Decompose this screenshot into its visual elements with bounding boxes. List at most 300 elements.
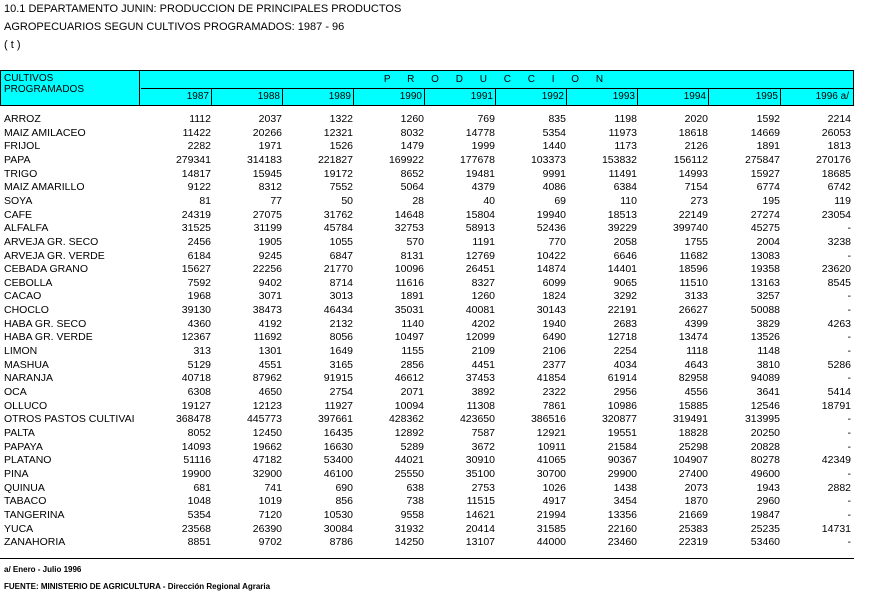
production-value-cell: 22319 [678, 536, 708, 549]
production-value-cell: 368478 [175, 413, 211, 426]
production-value-cell: 6742 [827, 181, 851, 194]
production-value-cell: 14250 [394, 536, 424, 549]
crop-name-cell: ZANAHORIA [4, 536, 66, 549]
year-header-cell: 1993 [566, 89, 639, 105]
production-value-cell: 13356 [607, 508, 637, 521]
production-value-cell: 2109 [471, 345, 495, 358]
production-value-cell: 22149 [678, 208, 708, 221]
production-value-cell: 15927 [750, 167, 780, 180]
table-row [0, 250, 877, 263]
year-header-cell: 1990 [353, 89, 426, 105]
production-value-cell: 40 [483, 194, 495, 207]
production-value-cell: 2073 [684, 481, 708, 494]
crop-name-cell: PAPA [4, 153, 31, 166]
production-value-cell: 14648 [394, 208, 424, 221]
production-value-cell: 18791 [821, 399, 851, 412]
production-value-cell: 51116 [183, 454, 211, 467]
production-value-cell: 690 [335, 481, 353, 494]
production-value-cell: - [847, 249, 851, 262]
production-value-cell: 313 [193, 345, 211, 358]
production-value-cell: - [847, 222, 851, 235]
production-value-cell: 25298 [678, 440, 708, 453]
table-row [0, 277, 877, 290]
production-value-cell: 8786 [329, 536, 353, 549]
production-value-cell: - [847, 331, 851, 344]
production-value-cell: 6490 [542, 331, 566, 344]
production-value-cell: 2856 [400, 358, 424, 371]
production-value-cell: - [847, 426, 851, 439]
production-value-cell: 49600 [750, 467, 780, 480]
production-value-cell: 9065 [613, 276, 637, 289]
production-value-cell: 1813 [827, 140, 851, 153]
production-value-cell: 10422 [536, 249, 566, 262]
production-value-cell: 9402 [258, 276, 282, 289]
production-value-cell: 7154 [684, 181, 708, 194]
production-value-cell: 14778 [465, 126, 495, 139]
crop-name-cell: PALTA [4, 426, 35, 439]
production-value-cell: 19900 [181, 467, 211, 480]
production-value-cell: 26053 [821, 126, 851, 139]
production-value-cell: 19172 [323, 167, 353, 180]
production-value-cell: 11927 [324, 399, 353, 412]
production-value-cell: 4551 [258, 358, 282, 371]
production-value-cell: 2058 [613, 235, 637, 248]
production-value-cell: 11692 [253, 331, 282, 344]
production-value-cell: 2322 [542, 386, 566, 398]
production-value-cell: 2132 [329, 317, 353, 330]
production-value-cell: 1191 [472, 235, 495, 248]
production-value-cell: 22191 [607, 304, 637, 317]
production-value-cell: 1755 [684, 235, 708, 248]
production-value-cell: 638 [406, 481, 424, 494]
production-value-cell: 319491 [672, 413, 708, 426]
table-row [0, 113, 877, 126]
production-value-cell: 25550 [394, 467, 424, 480]
year-header-cell: 1991 [424, 89, 497, 105]
production-value-cell: 6384 [613, 181, 637, 194]
production-value-cell: 12921 [536, 426, 566, 439]
production-value-cell: 16630 [323, 440, 353, 453]
production-value-cell: 8327 [471, 276, 495, 289]
production-value-cell: 14093 [181, 440, 211, 453]
production-value-cell: 46434 [323, 304, 353, 317]
production-value-cell: 1943 [756, 481, 780, 494]
year-header-cell: 1996 a/ [780, 89, 853, 105]
production-value-cell: 18618 [678, 126, 708, 139]
production-value-cell: 13526 [750, 331, 780, 344]
production-value-cell: 10530 [323, 508, 353, 521]
production-value-cell: 9702 [258, 536, 282, 549]
year-header-cell: 1995 [708, 89, 782, 105]
production-value-cell: 195 [762, 194, 780, 207]
production-value-cell: 1155 [401, 345, 424, 358]
production-value-cell: 27274 [750, 208, 780, 221]
production-value-cell: 314183 [246, 153, 282, 166]
table-row [0, 413, 877, 426]
production-value-cell: 3641 [756, 386, 780, 398]
crop-name-cell: CEBOLLA [4, 276, 53, 289]
production-value-cell: 153832 [601, 153, 637, 166]
production-value-cell: 856 [335, 495, 353, 508]
crop-name-cell: OCA [4, 386, 27, 398]
crop-name-cell: NARANJA [4, 372, 54, 385]
production-value-cell: 1260 [400, 113, 424, 125]
production-value-cell: 41065 [536, 454, 566, 467]
production-value-cell: 18828 [678, 426, 708, 439]
production-value-cell: 10096 [394, 263, 424, 276]
production-value-cell: 119 [834, 194, 851, 207]
production-value-cell: 4556 [684, 386, 708, 398]
production-value-cell: 23568 [181, 522, 211, 535]
production-value-cell: 3013 [329, 290, 353, 303]
production-value-cell: 14817 [181, 167, 211, 180]
production-value-cell: 12450 [252, 426, 282, 439]
production-value-cell: 29900 [607, 467, 637, 480]
production-value-cell: 52436 [536, 222, 566, 235]
production-value-cell: 7552 [329, 181, 353, 194]
production-value-cell: 5289 [400, 440, 424, 453]
production-value-cell: 2683 [613, 317, 637, 330]
production-value-cell: 2106 [542, 345, 566, 358]
crop-name-cell: OTROS PASTOS CULTIVAI [4, 413, 135, 426]
crop-name-cell: LIMON [4, 345, 38, 358]
crop-name-cell: MASHUA [4, 358, 49, 371]
production-value-cell: 9245 [258, 249, 282, 262]
production-value-cell: 156112 [673, 153, 708, 166]
crop-name-cell: TABACO [4, 495, 47, 508]
production-value-cell: 10497 [394, 331, 424, 344]
production-value-cell: 26627 [678, 304, 708, 317]
production-value-cell: 275847 [744, 153, 780, 166]
production-value-cell: 9122 [187, 181, 211, 194]
production-value-cell: 20250 [750, 426, 780, 439]
production-value-cell: 2753 [471, 481, 495, 494]
production-value-cell: - [847, 304, 851, 317]
crop-name-cell: ARVEJA GR. VERDE [4, 249, 105, 262]
footer-divider [0, 558, 854, 559]
crop-name-cell: MAIZ AMILACEO [4, 126, 86, 139]
production-value-cell: 10986 [607, 399, 637, 412]
production-value-cell: 5414 [827, 386, 851, 398]
production-value-cell: 11510 [679, 276, 708, 289]
production-value-cell: 1968 [187, 290, 211, 303]
production-value-cell: 6308 [187, 386, 211, 398]
table-row [0, 263, 877, 276]
production-value-cell: 8652 [400, 167, 424, 180]
production-value-cell: 397661 [317, 413, 353, 426]
footnote-a: a/ Enero - Julio 1996 [4, 565, 82, 574]
production-value-cell: 18596 [678, 263, 708, 276]
production-value-cell: 94089 [750, 372, 780, 385]
production-value-cell: 1438 [613, 481, 637, 494]
production-value-cell: 6646 [613, 249, 637, 262]
production-value-cell: 40081 [465, 304, 495, 317]
production-value-cell: 23460 [607, 536, 637, 549]
production-value-cell: 53400 [323, 454, 353, 467]
production-value-cell: 1479 [400, 140, 424, 153]
production-value-cell: 22256 [252, 263, 282, 276]
production-value-cell: - [847, 372, 851, 385]
production-value-cell: 445773 [246, 413, 282, 426]
production-value-cell: 6099 [542, 276, 566, 289]
production-value-cell: 50088 [750, 304, 780, 317]
production-value-cell: 9991 [542, 167, 566, 180]
production-value-cell: 1260 [471, 290, 495, 303]
table-row [0, 509, 877, 522]
table-row [0, 304, 877, 317]
crop-name-cell: ALFALFA [4, 222, 49, 235]
production-value-cell: 1940 [542, 317, 566, 330]
production-value-cell: 1198 [614, 113, 637, 125]
production-value-cell: 12321 [323, 126, 353, 139]
production-value-cell: 91915 [323, 372, 353, 385]
production-value-cell: 423650 [459, 413, 495, 426]
production-value-cell: 58913 [465, 222, 495, 235]
production-value-cell: 2754 [329, 386, 353, 398]
production-value-cell: 770 [548, 235, 566, 248]
production-value-cell: 22160 [607, 522, 637, 535]
production-value-cell: 14993 [678, 167, 708, 180]
production-value-cell: 31525 [181, 222, 211, 235]
production-value-cell: 1905 [258, 235, 282, 248]
table-row [0, 372, 877, 385]
production-value-cell: 12718 [607, 331, 637, 344]
production-value-cell: 8714 [329, 276, 353, 289]
production-value-cell: 14874 [536, 263, 566, 276]
production-value-cell: 1026 [542, 481, 566, 494]
production-value-cell: 19940 [536, 208, 566, 221]
production-value-cell: 44000 [536, 536, 566, 549]
production-value-cell: 45275 [750, 222, 780, 235]
production-value-cell: 221827 [317, 153, 353, 166]
production-value-cell: 3071 [258, 290, 282, 303]
year-header-cell: 1989 [282, 89, 355, 105]
production-value-cell: 2956 [613, 386, 637, 398]
production-value-cell: 38473 [252, 304, 282, 317]
crop-name-cell: PINA [4, 467, 29, 480]
crop-name-cell: CHOCLO [4, 304, 49, 317]
production-value-cell: 3238 [827, 235, 851, 248]
production-value-cell: 12099 [465, 331, 495, 344]
production-value-cell: 769 [477, 113, 495, 125]
production-value-cell: 46100 [323, 467, 353, 480]
production-value-cell: 13083 [750, 249, 780, 262]
production-value-cell: 19127 [181, 399, 211, 412]
production-value-cell: 35031 [394, 304, 424, 317]
production-value-cell: 11491 [608, 167, 637, 180]
production-value-cell: 4192 [258, 317, 282, 330]
crop-name-cell: FRIJOL [4, 140, 41, 153]
production-value-cell: 1870 [684, 495, 708, 508]
production-value-cell: 27075 [252, 208, 282, 221]
production-value-cell: - [847, 495, 851, 508]
production-value-cell: 3133 [684, 290, 708, 303]
crop-name-cell: PAPAYA [4, 440, 43, 453]
production-value-cell: 110 [620, 194, 637, 207]
production-value-cell: 23620 [821, 263, 851, 276]
table-row [0, 482, 877, 495]
crop-name-cell: SOYA [4, 194, 33, 207]
production-value-cell: 5354 [542, 126, 566, 139]
production-value-cell: 1055 [329, 235, 353, 248]
production-value-cell: 6184 [187, 249, 211, 262]
production-value-cell: 20266 [252, 126, 282, 139]
production-value-cell: 835 [548, 113, 566, 125]
production-value-cell: 1971 [258, 140, 282, 153]
production-value-cell: 11682 [679, 249, 708, 262]
production-value-cell: 31762 [323, 208, 353, 221]
production-value-cell: 27400 [678, 467, 708, 480]
production-value-cell: 39130 [181, 304, 211, 317]
production-value-cell: 81 [199, 194, 211, 207]
production-value-cell: 15804 [465, 208, 495, 221]
production-value-cell: 19662 [252, 440, 282, 453]
table-row [0, 468, 877, 481]
production-value-cell: 1440 [542, 140, 566, 153]
production-value-cell: 32900 [252, 467, 282, 480]
production-value-cell: 14401 [607, 263, 637, 276]
production-value-cell: 7592 [187, 276, 211, 289]
table-row [0, 427, 877, 440]
table-row [0, 441, 877, 454]
production-value-cell: 21994 [536, 508, 566, 521]
production-value-cell: 2126 [684, 140, 708, 153]
production-value-cell: 12546 [750, 399, 780, 412]
production-value-cell: 20828 [750, 440, 780, 453]
production-value-cell: 4650 [258, 386, 282, 398]
production-value-cell: 61914 [607, 372, 637, 385]
production-value-cell: 4451 [471, 358, 495, 371]
production-value-cell: 30143 [536, 304, 566, 317]
production-value-cell: 7587 [471, 426, 495, 439]
production-value-cell: 31199 [253, 222, 282, 235]
production-value-cell: 30910 [465, 454, 495, 467]
production-value-cell: 32753 [394, 222, 424, 235]
production-value-cell: 26451 [465, 263, 495, 276]
production-value-cell: 5129 [187, 358, 211, 371]
production-value-cell: 1112 [189, 113, 211, 125]
production-value-cell: 30700 [536, 467, 566, 480]
production-value-cell: 8131 [400, 249, 424, 262]
production-value-cell: 1118 [686, 345, 708, 358]
production-value-cell: 3454 [613, 495, 637, 508]
crop-name-cell: MAIZ AMARILLO [4, 181, 85, 194]
crop-name-cell: ARVEJA GR. SECO [4, 235, 99, 248]
production-value-cell: - [847, 345, 851, 358]
crop-name-cell: HABA GR. SECO [4, 317, 87, 330]
production-value-cell: 320877 [601, 413, 637, 426]
table-row [0, 386, 877, 399]
crop-name-cell: CEBADA GRANO [4, 263, 89, 276]
production-value-cell: 3829 [756, 317, 780, 330]
table-row [0, 318, 877, 331]
production-value-cell: 41854 [536, 372, 566, 385]
table-row [0, 195, 877, 208]
production-value-cell: 37453 [465, 372, 495, 385]
production-value-cell: 1824 [542, 290, 566, 303]
production-value-cell: 4917 [542, 495, 566, 508]
production-value-cell: 4034 [613, 358, 637, 371]
production-value-cell: 20414 [465, 522, 495, 535]
production-value-cell: 1999 [471, 140, 495, 153]
table-row [0, 222, 877, 235]
production-value-cell: 428362 [388, 413, 424, 426]
production-value-cell: 15945 [252, 167, 282, 180]
production-value-cell: 69 [554, 194, 566, 207]
crop-name-cell: ARROZ [4, 113, 41, 125]
production-value-cell: 279341 [175, 153, 211, 166]
table-row [0, 209, 877, 222]
production-value-cell: 4086 [542, 181, 566, 194]
production-value-cell: 31932 [394, 522, 424, 535]
production-value-cell: 8032 [400, 126, 424, 139]
year-header-cell: 1992 [495, 89, 568, 105]
production-value-cell: 8545 [827, 276, 851, 289]
table-row [0, 181, 877, 194]
production-value-cell: 4202 [471, 317, 495, 330]
table-header [0, 70, 854, 106]
production-value-cell: 14621 [465, 508, 495, 521]
production-value-cell: 19551 [607, 426, 637, 439]
crop-name-cell: HABA GR. VERDE [4, 331, 93, 344]
production-value-cell: 2456 [187, 235, 211, 248]
table-title-line-1: 10.1 DEPARTAMENTO JUNIN: PRODUCCION DE PRINCIPALES PRODUCTOS [4, 3, 402, 15]
table-row [0, 495, 877, 508]
production-value-cell: 11616 [395, 276, 424, 289]
production-value-cell: 3165 [329, 358, 353, 371]
production-value-cell: 1526 [329, 140, 353, 153]
production-value-cell: 18513 [607, 208, 637, 221]
production-value-cell: 24319 [181, 208, 211, 221]
production-value-cell: 45784 [323, 222, 353, 235]
production-value-cell: 15627 [181, 263, 211, 276]
production-group-header: P R O D U C C I O N [141, 71, 853, 89]
production-value-cell: 9558 [400, 508, 424, 521]
production-value-cell: 44021 [394, 454, 424, 467]
production-value-cell: 7861 [542, 399, 566, 412]
production-value-cell: 80278 [750, 454, 780, 467]
source-note: FUENTE: MINISTERIO DE AGRICULTURA - Dirección Regional Agraria [4, 582, 271, 591]
production-value-cell: 14669 [750, 126, 780, 139]
production-value-cell: 570 [406, 235, 424, 248]
production-value-cell: 5286 [827, 358, 851, 371]
production-value-cell: 21669 [678, 508, 708, 521]
table-row [0, 236, 877, 249]
production-value-cell: 273 [690, 194, 708, 207]
production-value-cell: 2882 [827, 481, 851, 494]
production-value-cell: 2377 [542, 358, 566, 371]
production-value-cell: 4379 [471, 181, 495, 194]
table-row [0, 359, 877, 372]
production-value-cell: 1148 [757, 345, 780, 358]
production-value-cell: 2004 [756, 235, 780, 248]
crop-name-cell: TANGERINA [4, 508, 65, 521]
table-row [0, 168, 877, 181]
crop-name-cell: PLATANO [4, 454, 52, 467]
table-row [0, 154, 877, 167]
production-value-cell: - [847, 467, 851, 480]
production-value-cell: 1173 [614, 140, 637, 153]
production-value-cell: 1322 [329, 113, 353, 125]
production-value-cell: 11973 [608, 126, 637, 139]
production-value-cell: 103373 [530, 153, 566, 166]
production-value-cell: 3672 [471, 440, 495, 453]
production-value-cell: 35100 [465, 467, 495, 480]
crop-name-cell: CACAO [4, 290, 42, 303]
table-units: ( t ) [4, 39, 21, 51]
production-value-cell: 19358 [750, 263, 780, 276]
table-row [0, 454, 877, 467]
